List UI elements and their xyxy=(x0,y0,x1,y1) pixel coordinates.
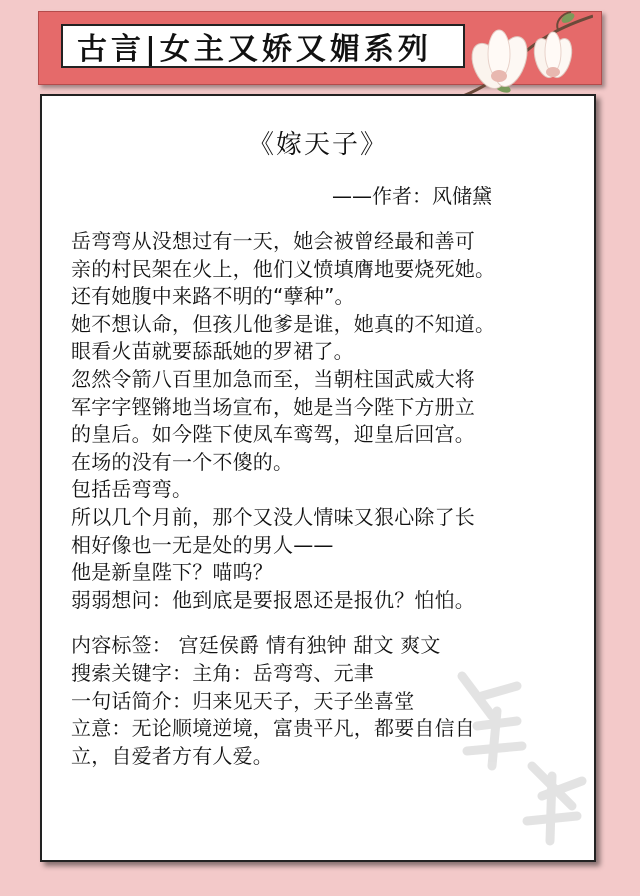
synopsis-line: 包括岳弯弯。 xyxy=(71,477,193,502)
book-title: 《嫁天子》 xyxy=(247,130,388,160)
synopsis-line: 相好像也一无是处的男人—— xyxy=(71,532,334,557)
synopsis-line: 眼看火苗就要舔舐她的罗裙了。 xyxy=(71,339,354,364)
synopsis-line: 的皇后。如今陛下使凤车鸾驾，迎皇后回宫。 xyxy=(71,422,475,447)
synopsis-line: 亲的村民架在火上，他们义愤填膺地要烧死她。 xyxy=(71,256,496,281)
meta-theme: 立意：无论顺境逆境，富贵平凡，都要自信自 xyxy=(71,716,475,741)
synopsis-line: 他是新皇陛下？喵呜？ xyxy=(71,560,273,585)
synopsis-line: 还有她腹中来路不明的“孽种”。 xyxy=(71,284,355,309)
synopsis-line: 所以几个月前，那个又没人情味又狠心除了长 xyxy=(71,504,475,529)
meta-theme-continued: 立，自爱者方有人爱。 xyxy=(71,743,273,768)
banner-title-box xyxy=(61,24,465,68)
meta-summary: 一句话简介：归来见天子，天子坐喜堂 xyxy=(71,688,415,713)
book-text xyxy=(71,228,583,770)
synopsis-line: 她不想认命，但孩儿他爹是谁，她真的不知道。 xyxy=(71,311,496,336)
meta-tags: 内容标签： 宫廷侯爵 情有独钟 甜文 爽文 xyxy=(71,633,441,658)
synopsis-line: 在场的没有一个不傻的。 xyxy=(71,449,294,474)
synopsis-line: 忽然令箭八百里加急而至，当朝柱国武威大将 xyxy=(71,366,475,391)
meta-keywords: 搜索关键字：主角：岳弯弯、元聿 xyxy=(71,660,374,685)
synopsis-line: 弱弱想问：他到底是要报恩还是报仇？怕怕。 xyxy=(71,587,475,612)
synopsis-line: 岳弯弯从没想过有一天，她会被曾经最和善可 xyxy=(71,229,475,253)
header-banner xyxy=(38,11,602,85)
banner-title: 古言|女主又娇又媚系列 xyxy=(77,32,432,67)
book-card xyxy=(40,94,596,862)
magnolia-flower-icon xyxy=(443,8,593,100)
author-line: ——作者：风储黛 xyxy=(332,184,492,208)
synopsis-line: 军字字铿锵地当场宣布，她是当今陛下方册立 xyxy=(71,394,475,419)
section-gap xyxy=(71,614,583,632)
